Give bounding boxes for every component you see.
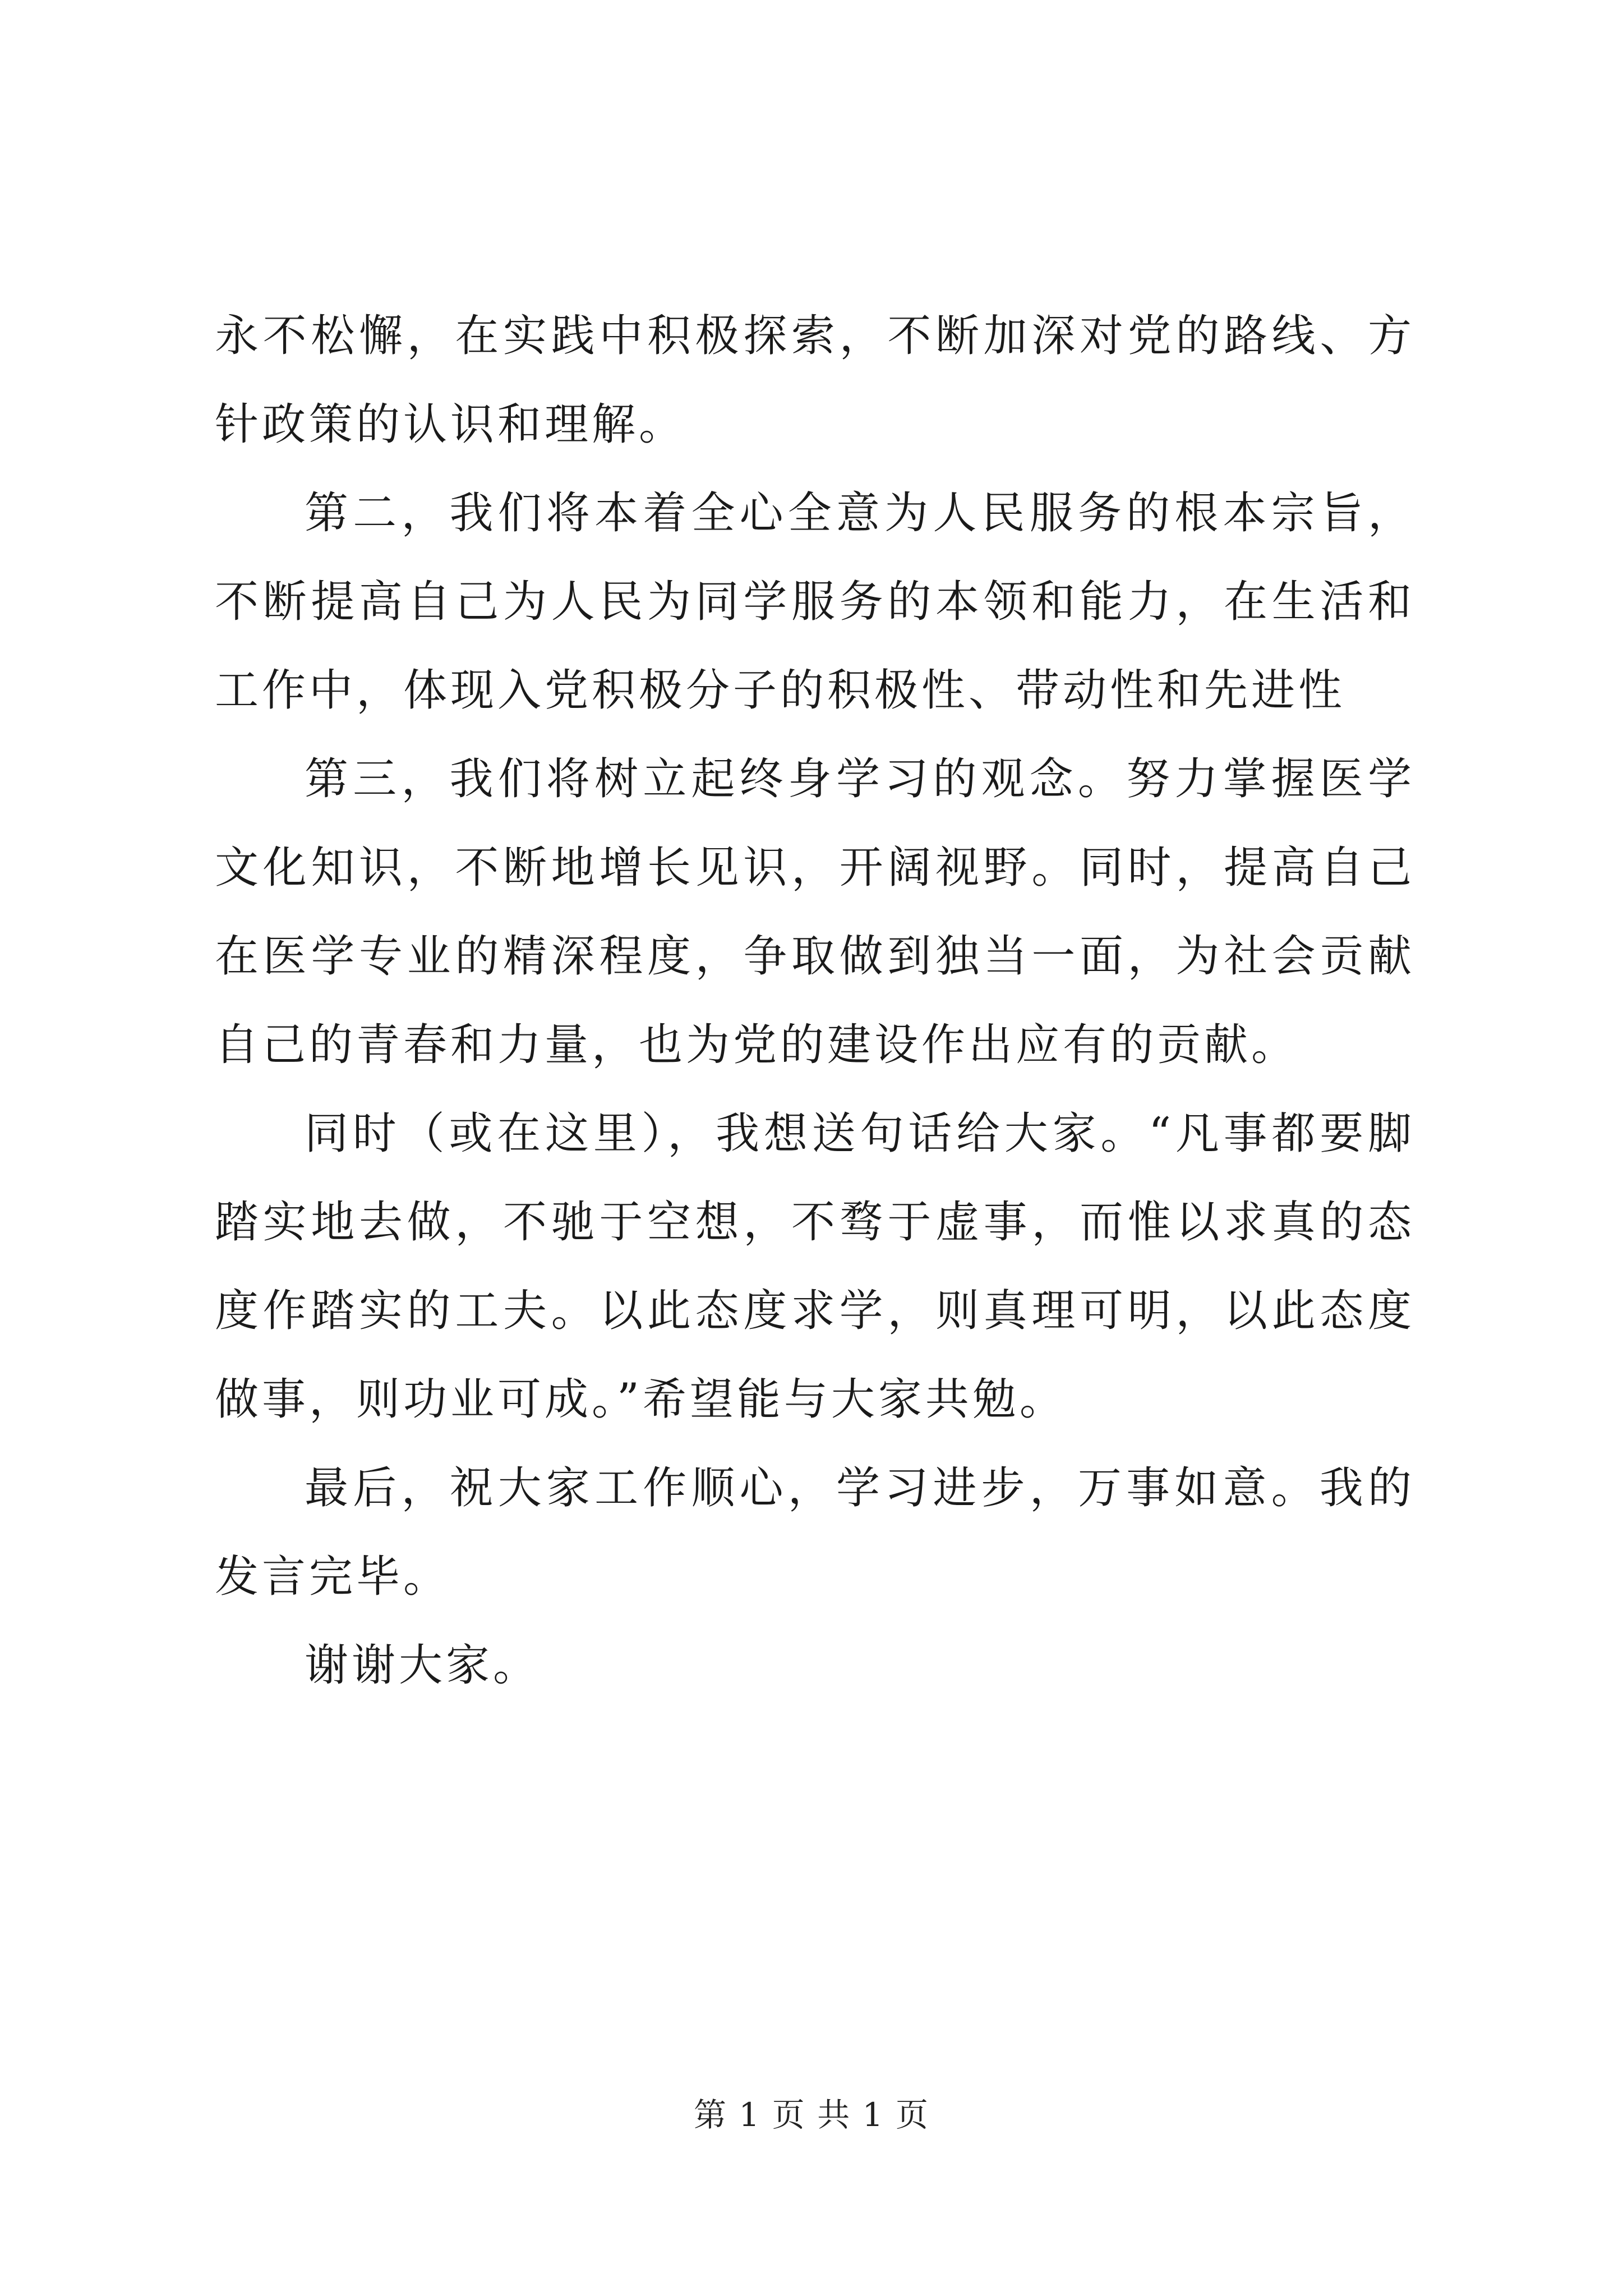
paragraph-continuation: 永不松懈，在实践中积极探索，不断加深对党的路线、方针政策的认识和理解。 [215,311,1415,450]
document-body [215,292,1415,1710]
page-number-footer: 第 1 页 共 1 页 [694,2096,929,2134]
paragraph-thanks: 谢谢大家。 [305,1640,541,1691]
paragraph-third-point: 第三，我们将树立起终身学习的观念。努力掌握医学文化知识，不断地增长见识，开阔视野。同时，提高自己在医学专业的精深程度，争取做到独当一面，为社会贡献自己的青春和力量，也为党的建设作出应有的贡献。 [215,754,1415,1070]
paragraph-second-point: 第二，我们将本着全心全意为人民服务的根本宗旨，不断提高自己为人民为同学服务的本领和能力，在生活和工作中，体现入党积极分子的积极性、带动性和先进性 [215,488,1415,716]
paragraph-quote: 同时（或在这里），我想送句话给大家。“凡事都要脚踏实地去做，不驰于空想，不骛于虚事，而惟以求真的态度作踏实的工夫。以此态度求学，则真理可明，以此态度做事，则功业可成。”希望能与大家共勉。 [215,1108,1415,1425]
paragraph-closing-wishes: 最后，祝大家工作顺心，学习进步，万事如意。我的发言完毕。 [215,1463,1415,1602]
